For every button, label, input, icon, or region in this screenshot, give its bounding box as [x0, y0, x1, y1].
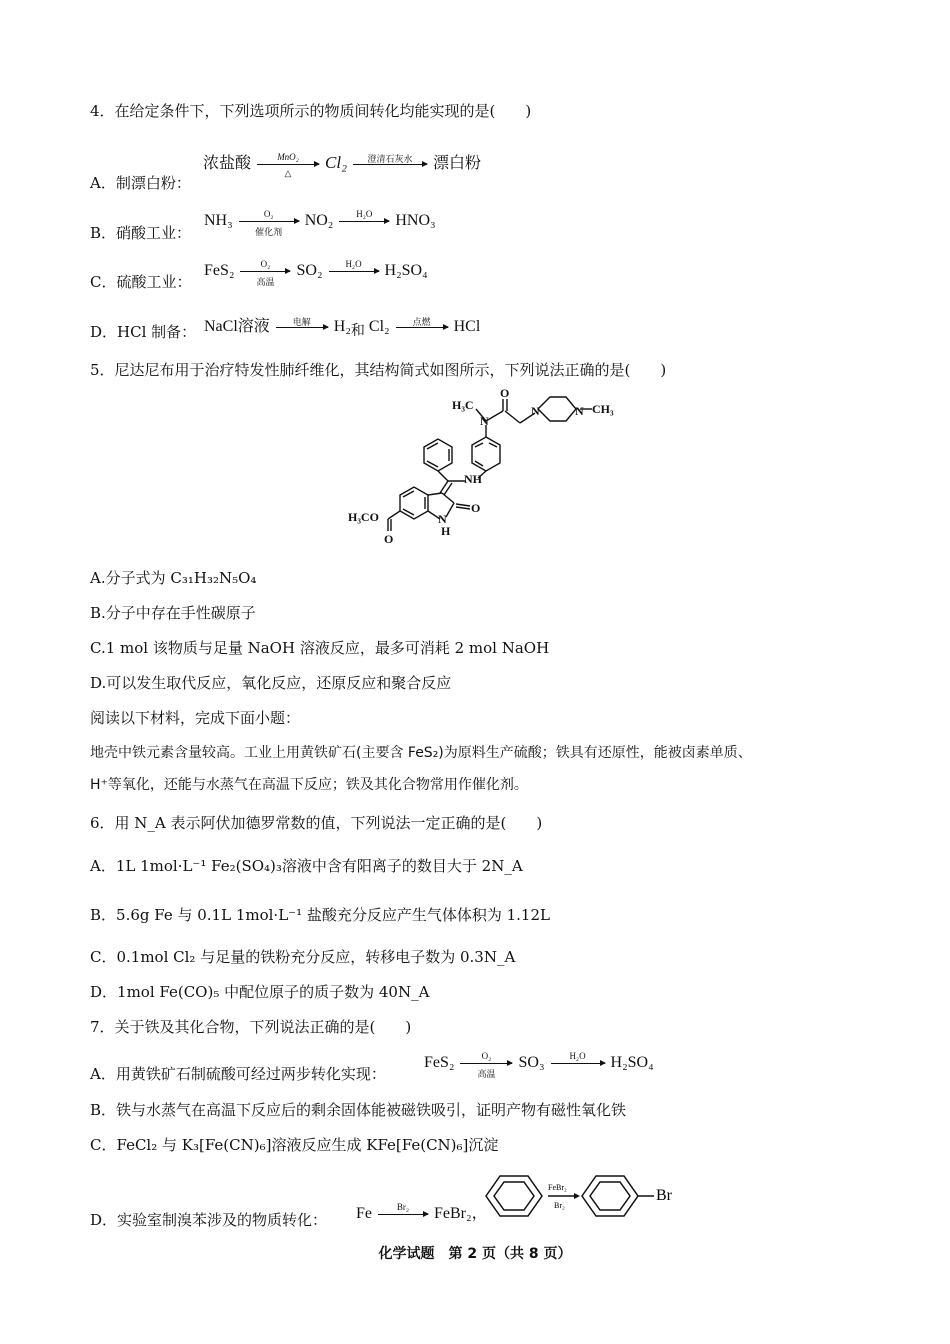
svg-text:N: N — [575, 404, 584, 418]
svg-text:FeBr₂: FeBr₂ — [548, 1183, 567, 1192]
svg-text:Br: Br — [656, 1187, 672, 1204]
q7-option-a-equation: FeS₂ O₂ 高温 SO₃ H₂O H₂SO₄ — [424, 1050, 654, 1079]
q4-option-a-label: A．制漂白粉： — [90, 174, 191, 192]
q6-option-a: A．1L 1mol·L⁻¹ Fe₂(SO₄)₃溶液中含有阳离子的数目大于 2N_A — [90, 857, 523, 875]
svg-text:CH₃: CH₃ — [592, 402, 614, 416]
q6-option-d: D．1mol Fe(CO)₅ 中配位原子的质子数为 40N_A — [90, 983, 430, 1001]
q4-option-d-label: D．HCl 制备： — [90, 323, 197, 341]
svg-text:H₃CO: H₃CO — [348, 510, 379, 524]
q7-option-a-label: A．用黄铁矿石制硫酸可经过两步转化实现： — [90, 1065, 386, 1083]
q4-option-c-label: C．硫酸工业： — [90, 273, 192, 291]
q4-option-b-equation: NH₃ O₂ 催化剂 NO₂ H₂O HNO₃ — [204, 208, 436, 237]
q4-stem: 4．在给定条件下，下列选项所示的物质间转化均能实现的是( ) — [90, 102, 532, 120]
svg-text:N: N — [480, 414, 489, 428]
q5-stem: 5．尼达尼布用于治疗特发性肺纤维化，其结构简式如图所示，下列说法正确的是( ) — [90, 361, 667, 379]
svg-text:H₃C: H₃C — [452, 398, 474, 412]
q4-option-d-equation: NaCl溶液 电解 H₂和 Cl₂ 点燃 HCl — [204, 316, 481, 339]
q5-option-a: A.分子式为 C₃₁H₃₂N₅O₄ — [90, 569, 257, 587]
q6-stem: 6．用 N_A 表示阿伏加德罗常数的值，下列说法一定正确的是( ) — [90, 814, 543, 832]
svg-text:H: H — [441, 524, 451, 538]
q5-option-d: D.可以发生取代反应，氧化反应，还原反应和聚合反应 — [90, 674, 452, 692]
q5-option-c: C.1 mol 该物质与足量 NaOH 溶液反应，最多可消耗 2 mol NaOH — [90, 639, 550, 657]
q7-stem: 7．关于铁及其化合物，下列说法正确的是( ) — [90, 1018, 412, 1036]
q6-option-b: B．5.6g Fe 与 0.1L 1mol·L⁻¹ 盐酸充分反应产生气体体积为 1.12L — [90, 906, 550, 924]
q7-option-d-label: D．实验室制溴苯涉及的物质转化： — [90, 1211, 328, 1229]
svg-text:O: O — [471, 501, 481, 515]
svg-text:N: N — [531, 404, 540, 418]
svg-text:N: N — [438, 512, 447, 526]
q5-option-b: B.分子中存在手性碳原子 — [90, 604, 256, 622]
q6-option-c: C．0.1mol Cl₂ 与足量的铁粉充分反应，转移电子数为 0.3N_A — [90, 948, 516, 966]
q4-option-b-label: B．硝酸工业： — [90, 224, 192, 242]
q4-option-a-equation: 浓盐酸 MnO₂ △ Cl₂ 澄清石灰水 漂白粉 — [203, 151, 482, 178]
svg-text:Br₂: Br₂ — [554, 1201, 565, 1210]
q7-option-d-equation: Fe Br₂ FeBr₂， — [356, 1201, 488, 1222]
page-footer: 化学试题 第 2 页（共 8 页） — [378, 1246, 572, 1262]
svg-text:O: O — [384, 532, 394, 546]
svg-text:NH: NH — [464, 472, 482, 486]
bromobenzene-reaction — [478, 1168, 698, 1228]
q7-option-c: C．FeCl₂ 与 K₃[Fe(CN)₆]溶液反应生成 KFe[Fe(CN)₆]沉淀 — [90, 1136, 499, 1154]
reading-paragraph-line-1: 地壳中铁元素含量较高。工业上用黄铁矿石(主要含 FeS₂)为原料生产硫酸；铁具有还原性，能被卤素单质、 — [90, 745, 752, 761]
q7-option-b: B．铁与水蒸气在高温下反应后的剩余固体能被磁铁吸引，证明产物有磁性氧化铁 — [90, 1101, 627, 1119]
reading-intro: 阅读以下材料，完成下面小题： — [90, 709, 301, 727]
svg-text:O: O — [500, 386, 510, 400]
q4-option-c-equation: FeS₂ O₂ 高温 SO₂ H₂O H₂SO₄ — [204, 258, 428, 287]
nintedanib-structure — [340, 385, 620, 555]
reading-paragraph-line-2: H⁺等氧化，还能与水蒸气在高温下反应；铁及其化合物常用作催化剂。 — [90, 777, 528, 793]
